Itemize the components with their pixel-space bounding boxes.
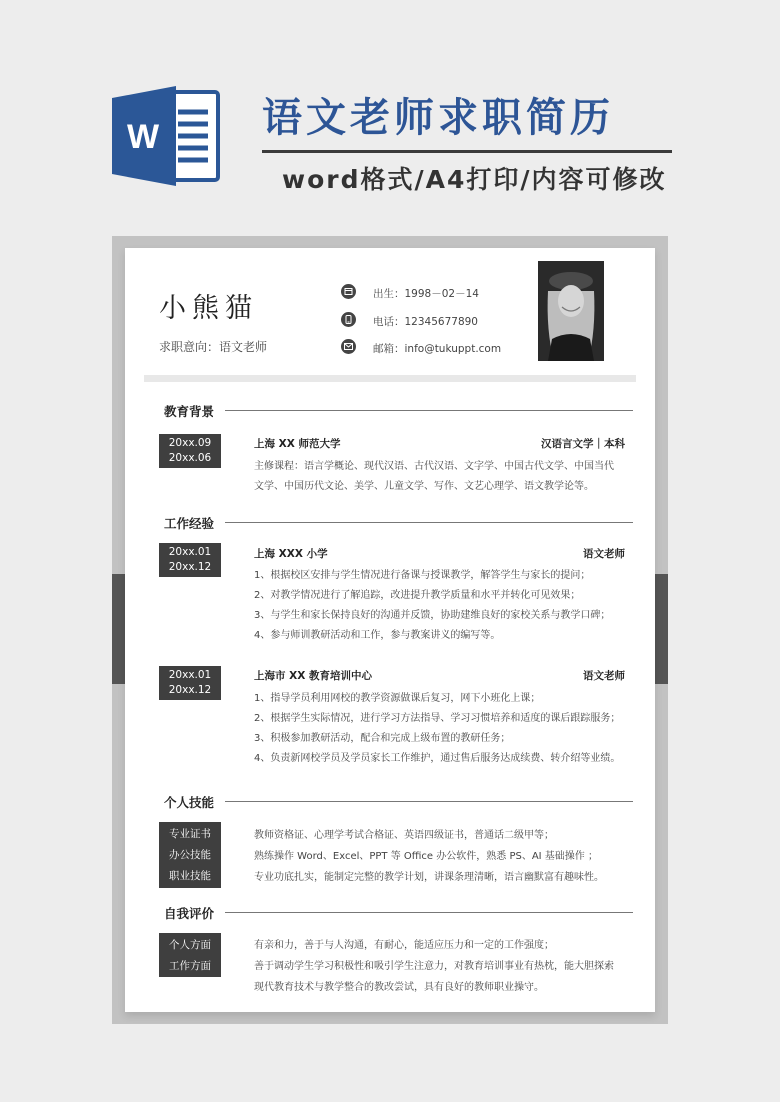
education-school: 上海 XX 师范大学: [254, 438, 341, 450]
candidate-name: 小熊猫: [159, 293, 258, 324]
work-date-box: 20xx.01 20xx.12: [159, 666, 221, 700]
self-eval-label-box: [159, 933, 221, 977]
phone-number: 电话：12345677890: [373, 316, 478, 328]
work-org: 上海市 XX 教育培训中心: [254, 670, 373, 682]
work-line: 4、参与师训教研活动和工作，参与教案讲义的编写等。: [254, 630, 501, 641]
banner-divider: [262, 150, 672, 153]
work-line: 3、与学生和家长保持良好的沟通并反馈，协助建维良好的家校关系与教学口碑；: [254, 610, 611, 621]
self-eval-line: 现代教育技术与教学整合的教改尝试，具有良好的教师职业操守。: [254, 982, 544, 993]
education-date-box: 20xx.09 20xx.06: [159, 434, 221, 468]
section-rule-skills: [225, 801, 633, 802]
education-line: 文学、中国历代文论、美学、儿童文学、写作、文艺心理学、语文教学论等。: [254, 481, 594, 492]
skills-line: 熟练操作 Word、Excel、PPT 等 Office 办公软件，熟悉 PS、AI 基础操作 ；: [254, 851, 598, 862]
mail-icon: [341, 339, 356, 354]
email-address: 邮箱：info@tukuppt.com: [373, 343, 502, 355]
work-line: 3、积极参加教研活动，配合和完成上级布置的教研任务；: [254, 733, 511, 744]
header-divider-bar: [144, 375, 636, 382]
work-org: 上海 XXX 小学: [254, 548, 328, 560]
side-tab-left: [112, 574, 125, 684]
work-role: 语文老师: [583, 670, 625, 682]
word-logo-letter: W: [126, 118, 160, 156]
skills-label: 专业证书: [169, 828, 211, 840]
section-title-self-eval: 自我评价: [164, 906, 215, 921]
skills-label: 办公技能: [169, 849, 211, 861]
self-eval-label: 工作方面: [169, 960, 211, 972]
work-line: 2、根据学生实际情况，进行学习方法指导、学习习惯培养和适度的课后跟踪服务；: [254, 713, 621, 724]
section-rule-education: [225, 410, 633, 411]
work-date-box: 20xx.01 20xx.12: [159, 543, 221, 577]
self-eval-label: 个人方面: [169, 939, 211, 951]
section-title-education: 教育背景: [164, 404, 215, 419]
section-title-skills: 个人技能: [164, 795, 215, 810]
banner-subtitle: word格式/A4打印/内容可修改: [282, 165, 667, 194]
section-rule-self-eval: [225, 912, 633, 913]
skills-label: 职业技能: [169, 870, 211, 882]
side-tab-right: [655, 574, 668, 684]
phone-icon: [341, 312, 356, 327]
work-line: 2、对教学情况进行了解追踪，改进提升教学质量和水平并转化可见效果；: [254, 590, 581, 601]
section-rule-work: [225, 522, 633, 523]
resume-sheet: [125, 248, 655, 1012]
skills-label-box: [159, 822, 221, 888]
job-intent: 求职意向：语文老师: [159, 340, 268, 354]
work-line: 1、指导学员利用网校的教学资源做课后复习，网下小班化上课；: [254, 693, 541, 704]
work-line: 1、根据校区安排与学生情况进行备课与授课教学，解答学生与家长的提问；: [254, 570, 591, 581]
profile-photo: [538, 261, 604, 361]
banner-title: 语文老师求职简历: [262, 95, 614, 141]
skills-line: 专业功底扎实，能制定完整的教学计划，讲课条理清晰，语言幽默富有趣味性。: [254, 872, 604, 883]
section-title-work: 工作经验: [164, 516, 215, 531]
work-line: 4、负责新网校学员及学员家长工作维护，通过售后服务达成续费、转介绍等业绩。: [254, 753, 621, 764]
self-eval-line: 善于调动学生学习积极性和吸引学生注意力，对教育培训事业有热枕，能大胆探索: [254, 961, 614, 972]
skills-line: 教师资格证、心理学考试合格证、英语四级证书，普通话二级甲等；: [254, 830, 554, 841]
word-document-icon: [112, 84, 224, 188]
birth-date: 出生：1998－02－14: [373, 288, 479, 300]
self-eval-line: 有亲和力，善于与人沟通，有耐心，能适应压力和一定的工作强度；: [254, 940, 554, 951]
education-line: 主修课程：语言学概论、现代汉语、古代汉语、文字学、中国古代文学、中国当代: [254, 461, 614, 472]
calendar-icon: [341, 284, 356, 299]
education-major: 汉语言文学｜本科: [541, 438, 625, 450]
work-role: 语文老师: [583, 548, 625, 560]
